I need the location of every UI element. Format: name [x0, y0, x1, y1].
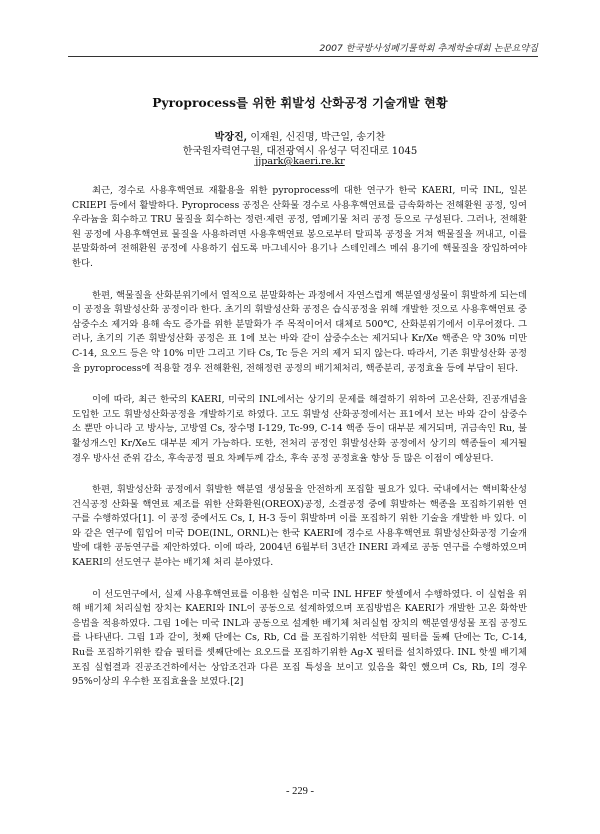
paragraph: 이에 따라, 최근 한국의 KAERI, 미국의 INL에서는 상기의 문제를 해결하기 위하여 고온산화, 진공개념을 도입한 고도 휘발성산화공정을 개발하기로 하였다. 고도 휘발성 산화공정에서는 표1에서 보는 바와 같이 삼중수소 뿐만 아니라 고 방사능, 고방열 Cs, 장수명 I-129, Tc-99, C-14 핵종 등이 대부분 제거되며, 귀금속인 Ru, 불활성개스인 Kr/Xe도 대부분 제거 가능하다. 또한, 전처리 공정인 휘발성산화 공정에서 상기의 핵종들이 제거될 경우 방사선 준위 감소, 후속공정 필요 차폐두께 감소, 후속 공정 공정효율 향상 등 많은 이점이 예상된다. [72, 394, 527, 464]
paragraph: 이 선도연구에서, 실제 사용후핵연료를 이용한 실험은 미국 INL HFEF 핫셀에서 수행하였다. 이 실험을 위해 배기체 처리실험 장치는 KAERI와 INL이 공동으로 설계하였으며 포집방법은 KAERI가 개발한 고온 화학반응법을 적용하였다. 그림 1에는 미국 INL과 공동으로 설계한 배기체 처리실험 장치의 핵분열생성물 포집 공정도를 나타낸다. 그림 1과 같이, 첫째 단에는 Cs, Rb, Cd 를 포집하기위한 석탄회 필터를 둘째 단에는 Tc, C-14, Ru를 포집하기위한 칼슘 필터를 셋째단에는 요오드를 포집하기위한 Ag-X 필터를 설치하였다. INL 핫셀 배기체 포집 실험결과 진공조건하에서는 상압조건과 다른 포집 특성을 보이고 있음을 확인 했으며 Cs, Rb, I의 경우 95%이상의 우수한 포집효율을 보였다.[2] [72, 588, 527, 688]
email-link[interactable]: jjpark@kaeri.re.kr [255, 156, 345, 167]
paragraph: 한편, 핵물질을 산화분위기에서 열적으로 분말화하는 과정에서 자연스럽게 핵분열생성물이 휘발하게 되는데 이 공정을 휘발성산화 공정이라 한다. 초기의 휘발성산화 공정은 습식공정을 위해 개발한 것으로 사용후핵연료 중 삼중수소 제거와 용해 속도 증가를 위한 분말화가 주 목적이어서 대체로 500℃, 산화분위기에서 이루어졌다. 그러나, 초기의 기존 휘발성산화 공정은 표 1에 보는 바와 같이 삼중수소는 제거되나 Kr/Xe 핵종은 약 30% 미만 C-14, 요오드 등은 약 10% 미만 그리고 기타 Cs, Tc 등은 거의 제거 되지 않는다. 따라서, 기존 휘발성산화 공정을 pyroprocess에 적용할 경우 전해환원, 전해정련 공정의 배기체처리, 핵종분리, 공정효율 등에 부담이 된다. [72, 289, 527, 374]
body-text [72, 184, 527, 707]
paragraph: 최근, 경수로 사용후핵연료 재활용을 위한 pyroprocess에 대한 연구가 한국 KAERI, 미국 INL, 일본 CRIEPI 등에서 활발하다. Pyroprocess 공정은 산화물 경수로 사용후핵연료를 금속화하는 전해환원 공정, 잉여우라늄을 회수하고 TRU 물질을 회수하는 정련·제련 공정, 염폐기물 처리 공정 등으로 구성된다. 그러나, 전해환원 공정에 사용후핵연료 물질을 사용하려면 사용후핵연료 봉으로부터 탈피복 공정을 거쳐 핵물질을 꺼내고, 이를 분말화하여 전해환원 공정에 사용하기 쉽도록 마그네시아 용기나 스테인레스 메쉬 용기에 핵물질을 장입하여야 한다. [72, 185, 527, 269]
paragraph: 한편, 휘발성산화 공정에서 휘발한 핵분열 생성물을 안전하게 포집할 필요가 있다. 국내에서는 핵비확산성 건식공정 산화물 핵연료 제조를 위한 산화환원(OREOX)공정, 소결공정 중에 휘발하는 핵종을 포집하기위한 연구를 수행하였다[1]. 이 공정 중에서도 Cs, I, H-3 등이 휘발하며 이를 포집하기 위한 기술을 개발한 바 있다. 이와 같은 연구에 힘입어 미국 DOE(INL, ORNL)는 한국 KAERI에 경수로 사용후핵연료 휘발성산화공정 기술개발에 대한 공동연구를 제안하였다. 이에 따라, 2004년 6월부터 3년간 INERI 과제로 공동 연구를 수행하였으며 KAERI의 선도연구 분야는 배기체 처리 분야였다. [72, 484, 527, 569]
lead-author: 박장진, [214, 132, 248, 143]
affiliation: 한국원자력연구원, 대전광역시 유성구 덕진대로 1045 [182, 146, 418, 157]
page-number: - 229 - [286, 786, 314, 797]
paper-title: Pyroprocess를 위한 휘발성 산화공정 기술개발 현황 [152, 96, 448, 110]
proceedings-header: 2007 한국방사성폐기물학회 추계학술대회 논문요약집 [319, 43, 538, 54]
author-list [0, 128, 600, 143]
coauthors: 이재원, 신진명, 박근일, 송기찬 [247, 132, 386, 143]
header-rule [68, 56, 538, 57]
